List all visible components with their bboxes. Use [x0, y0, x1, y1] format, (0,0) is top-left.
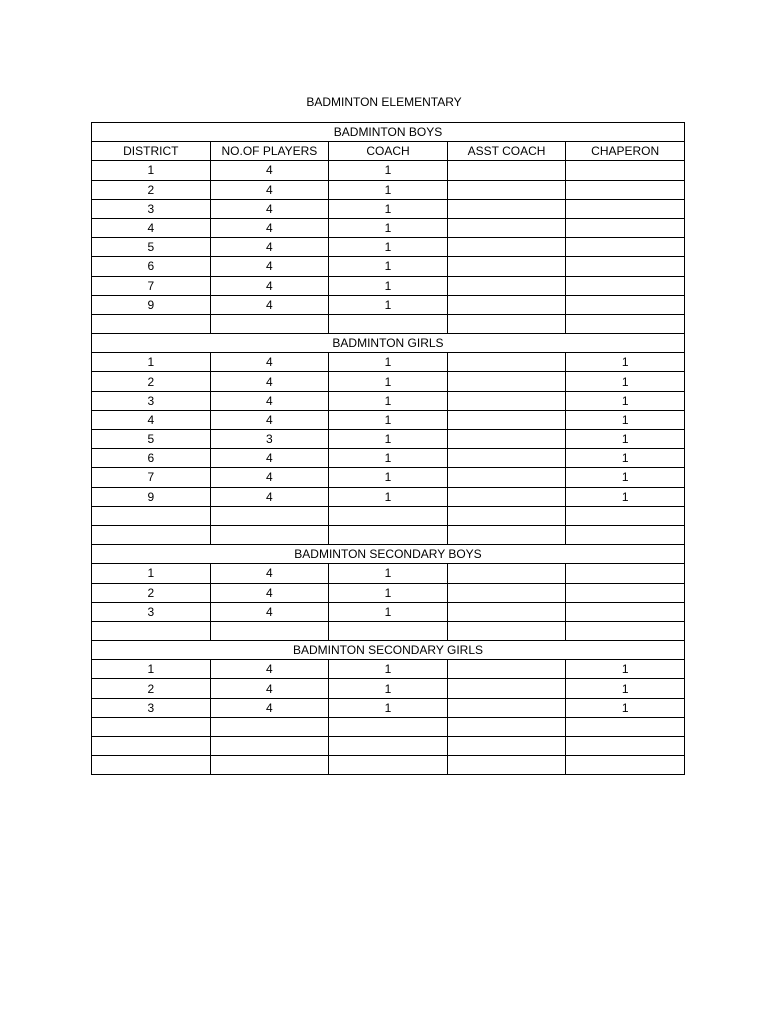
table-row	[92, 487, 685, 506]
table-cell: 4	[210, 660, 329, 679]
table-cell: 4	[210, 218, 329, 237]
column-header: COACH	[329, 142, 448, 161]
table-cell: 4	[210, 602, 329, 621]
table-row	[92, 717, 685, 736]
table-cell: 9	[92, 295, 211, 314]
table-cell: 3	[92, 391, 211, 410]
table-cell	[447, 679, 566, 698]
table-row	[92, 506, 685, 525]
table-cell: 2	[92, 180, 211, 199]
table-cell: 1	[329, 391, 448, 410]
table-cell: 1	[329, 583, 448, 602]
table-cell: 4	[210, 468, 329, 487]
table-cell	[92, 314, 211, 333]
table-cell	[447, 602, 566, 621]
table-cell: 1	[329, 449, 448, 468]
table-cell: 1	[566, 449, 685, 468]
table-cell	[447, 756, 566, 775]
table-cell: 1	[329, 238, 448, 257]
table-cell	[447, 295, 566, 314]
table-cell: 4	[210, 295, 329, 314]
table-row	[92, 353, 685, 372]
table-cell: 1	[329, 257, 448, 276]
table-row	[92, 756, 685, 775]
column-header-row	[92, 142, 685, 161]
table-cell	[447, 468, 566, 487]
section-title: BADMINTON SECONDARY BOYS	[92, 545, 685, 564]
column-header: CHAPERON	[566, 142, 685, 161]
table-row	[92, 525, 685, 544]
table-cell: 1	[566, 487, 685, 506]
table-cell: 7	[92, 276, 211, 295]
table-cell: 1	[329, 295, 448, 314]
table-cell	[92, 756, 211, 775]
section-title-row	[92, 545, 685, 564]
section-title: BADMINTON GIRLS	[92, 334, 685, 353]
table-row	[92, 583, 685, 602]
table-cell: 2	[92, 372, 211, 391]
table-cell	[566, 564, 685, 583]
table-row	[92, 276, 685, 295]
section-title-row	[92, 334, 685, 353]
table-cell	[210, 717, 329, 736]
table-cell	[447, 660, 566, 679]
table-cell	[92, 525, 211, 544]
column-header: NO.OF PLAYERS	[210, 142, 329, 161]
table-cell	[447, 487, 566, 506]
table-cell: 7	[92, 468, 211, 487]
table-cell: 1	[329, 660, 448, 679]
table-cell: 1	[566, 430, 685, 449]
table-cell	[210, 737, 329, 756]
table-cell	[329, 756, 448, 775]
table-cell	[566, 314, 685, 333]
table-cell: 1	[566, 660, 685, 679]
table-cell: 1	[92, 161, 211, 180]
document-title: BADMINTON ELEMENTARY	[306, 95, 462, 109]
table-cell: 5	[92, 430, 211, 449]
table-cell	[447, 621, 566, 640]
table-cell: 4	[210, 161, 329, 180]
table-row	[92, 679, 685, 698]
table-cell	[566, 717, 685, 736]
table-cell	[447, 180, 566, 199]
table-cell	[92, 737, 211, 756]
table-cell: 4	[210, 698, 329, 717]
table-cell: 4	[210, 238, 329, 257]
table-cell: 1	[566, 372, 685, 391]
table-cell	[566, 621, 685, 640]
table-cell: 1	[566, 698, 685, 717]
table-cell: 1	[329, 353, 448, 372]
table-cell: 4	[210, 583, 329, 602]
table-cell	[92, 506, 211, 525]
table-row	[92, 238, 685, 257]
table-row	[92, 295, 685, 314]
table-cell: 4	[210, 372, 329, 391]
section-title-row	[92, 123, 685, 142]
table-cell: 4	[210, 564, 329, 583]
table-cell: 4	[210, 353, 329, 372]
table-cell	[566, 602, 685, 621]
table-cell: 1	[329, 468, 448, 487]
table-cell	[447, 525, 566, 544]
table-cell	[210, 314, 329, 333]
table-cell	[210, 756, 329, 775]
table-cell	[210, 506, 329, 525]
section-title-row	[92, 641, 685, 660]
roster-table-body	[92, 123, 685, 775]
table-cell: 4	[210, 410, 329, 429]
table-row	[92, 391, 685, 410]
table-cell	[447, 161, 566, 180]
table-row	[92, 199, 685, 218]
table-row	[92, 410, 685, 429]
table-row	[92, 314, 685, 333]
table-cell	[447, 314, 566, 333]
table-row	[92, 180, 685, 199]
table-cell	[447, 218, 566, 237]
table-row	[92, 449, 685, 468]
table-cell: 1	[92, 353, 211, 372]
section-title: BADMINTON SECONDARY GIRLS	[92, 641, 685, 660]
table-cell: 9	[92, 487, 211, 506]
table-cell: 1	[329, 564, 448, 583]
table-cell	[329, 737, 448, 756]
table-cell: 4	[210, 257, 329, 276]
table-cell: 1	[566, 679, 685, 698]
table-cell	[447, 276, 566, 295]
table-cell	[447, 717, 566, 736]
table-cell: 1	[329, 180, 448, 199]
table-cell	[210, 525, 329, 544]
column-header: ASST COACH	[447, 142, 566, 161]
table-cell: 3	[92, 199, 211, 218]
table-cell: 1	[566, 353, 685, 372]
table-cell: 6	[92, 449, 211, 468]
table-cell	[447, 238, 566, 257]
table-cell	[447, 737, 566, 756]
table-cell: 1	[329, 276, 448, 295]
table-cell: 1	[329, 487, 448, 506]
table-cell	[566, 161, 685, 180]
table-cell: 1	[92, 660, 211, 679]
table-cell	[447, 257, 566, 276]
table-cell: 1	[566, 391, 685, 410]
table-cell: 2	[92, 679, 211, 698]
table-row	[92, 564, 685, 583]
table-cell	[566, 737, 685, 756]
table-cell	[566, 756, 685, 775]
table-row	[92, 257, 685, 276]
table-cell: 1	[329, 199, 448, 218]
table-cell	[447, 449, 566, 468]
table-cell	[447, 372, 566, 391]
table-cell	[566, 257, 685, 276]
table-cell: 1	[329, 698, 448, 717]
table-cell	[329, 314, 448, 333]
table-cell: 4	[210, 276, 329, 295]
table-cell	[566, 506, 685, 525]
table-row	[92, 698, 685, 717]
table-cell	[329, 717, 448, 736]
table-row	[92, 468, 685, 487]
table-cell: 1	[566, 468, 685, 487]
table-cell: 3	[92, 602, 211, 621]
table-row	[92, 660, 685, 679]
table-cell	[92, 717, 211, 736]
section-title: BADMINTON BOYS	[92, 123, 685, 142]
table-cell	[566, 525, 685, 544]
table-cell: 4	[210, 679, 329, 698]
table-row	[92, 218, 685, 237]
table-row	[92, 430, 685, 449]
table-cell: 4	[92, 218, 211, 237]
roster-table	[91, 122, 685, 775]
table-cell	[447, 583, 566, 602]
table-cell	[566, 276, 685, 295]
table-cell	[447, 430, 566, 449]
table-row	[92, 161, 685, 180]
table-cell: 4	[92, 410, 211, 429]
table-cell	[447, 353, 566, 372]
table-cell: 4	[210, 449, 329, 468]
table-cell: 4	[210, 180, 329, 199]
table-cell	[447, 391, 566, 410]
table-row	[92, 602, 685, 621]
table-cell	[92, 621, 211, 640]
table-cell	[566, 180, 685, 199]
table-cell: 1	[329, 372, 448, 391]
table-row	[92, 372, 685, 391]
table-cell: 1	[329, 679, 448, 698]
table-cell: 4	[210, 391, 329, 410]
table-cell	[566, 199, 685, 218]
table-cell: 1	[329, 430, 448, 449]
table-cell	[566, 295, 685, 314]
table-cell: 1	[329, 218, 448, 237]
table-cell	[447, 564, 566, 583]
table-cell	[447, 199, 566, 218]
table-cell	[566, 238, 685, 257]
table-cell: 4	[210, 487, 329, 506]
column-header: DISTRICT	[92, 142, 211, 161]
table-cell	[210, 621, 329, 640]
table-cell	[329, 506, 448, 525]
table-cell	[566, 583, 685, 602]
table-cell: 1	[566, 410, 685, 429]
table-cell: 1	[329, 161, 448, 180]
table-cell: 4	[210, 199, 329, 218]
table-cell: 6	[92, 257, 211, 276]
table-cell	[566, 218, 685, 237]
table-cell: 3	[210, 430, 329, 449]
table-cell: 2	[92, 583, 211, 602]
table-cell: 5	[92, 238, 211, 257]
table-cell	[447, 410, 566, 429]
table-cell	[329, 525, 448, 544]
table-cell: 1	[329, 602, 448, 621]
table-cell: 1	[329, 410, 448, 429]
table-cell	[329, 621, 448, 640]
table-cell: 3	[92, 698, 211, 717]
table-cell	[447, 698, 566, 717]
table-cell	[447, 506, 566, 525]
table-cell: 1	[92, 564, 211, 583]
table-row	[92, 621, 685, 640]
table-row	[92, 737, 685, 756]
